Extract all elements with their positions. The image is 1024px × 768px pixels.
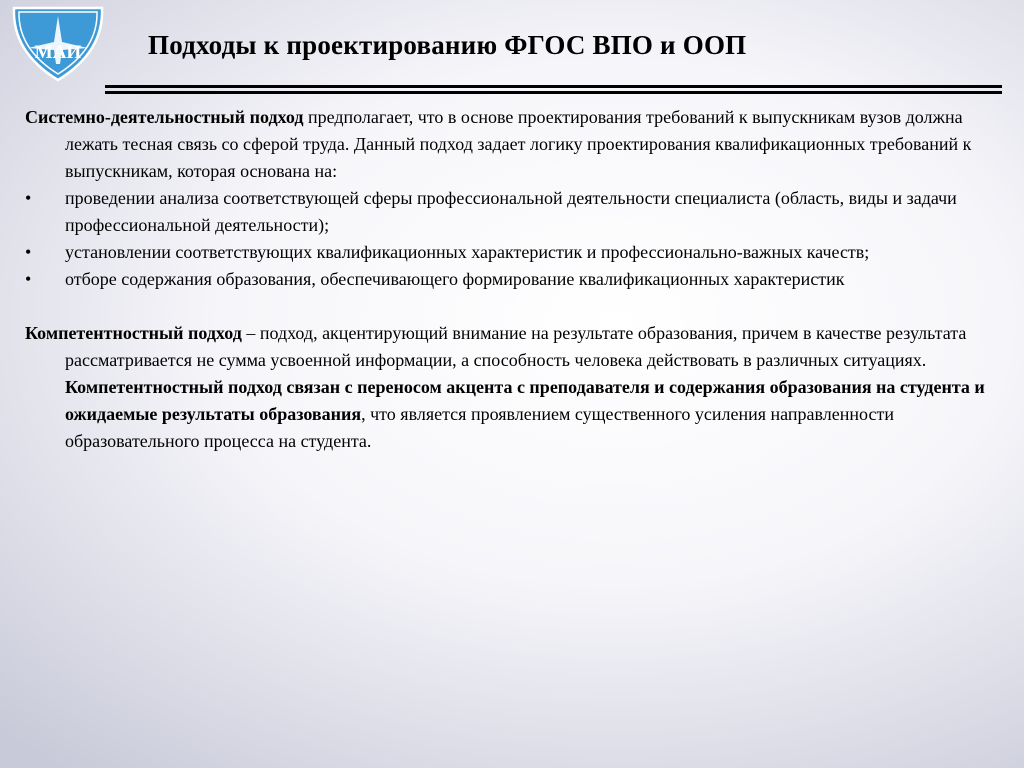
bullet-item <box>25 239 985 266</box>
competence-text-end: , что является проявлением существенного усиления направленности образовательного процесса на студента. <box>65 404 894 451</box>
bullet-item <box>25 185 985 239</box>
bullet-marker: • <box>25 242 32 262</box>
page-title: Подходы к проектированию ФГОС ВПО и ООП <box>148 30 747 60</box>
bullet-marker: • <box>25 269 32 289</box>
competence-emphasis: Компетентностный подход связан с переносом акцента с преподавателя и содержания образования на студента и ожидаемые результаты образования <box>65 377 985 424</box>
system-activity-term: Системно-деятельностный подход <box>25 107 304 127</box>
system-activity-text: предполагает, что в основе проектирования требований к выпускникам вузов должна лежать тесная связь со сферой труда. Данный подход задает логику проектирования квалификационных требований к выпускникам, которая основана на: <box>65 107 972 181</box>
bullet-marker: • <box>25 188 32 208</box>
slide-content <box>25 104 985 455</box>
mai-logo <box>8 4 108 84</box>
bullet-text: отборе содержания образования, обеспечивающего формирование квалификационных характеристик <box>65 269 845 289</box>
competence-paragraph <box>25 320 985 455</box>
bullet-text: установлении соответствующих квалификационных характеристик и профессионально-важных качеств; <box>65 242 870 262</box>
bullet-item <box>25 266 985 293</box>
paragraph-spacer <box>25 293 985 320</box>
competence-term: Компетентностный подход <box>25 323 242 343</box>
title-rule-top <box>105 85 1002 88</box>
bullet-text: проведении анализа соответствующей сферы профессиональной деятельности специалиста (область, виды и задачи профессиональной деятельности); <box>65 188 957 235</box>
system-activity-paragraph <box>25 104 985 185</box>
logo-text: МАИ <box>34 42 82 63</box>
competence-text: – подход, акцентирующий внимание на результате образования, причем в качестве результата рассматривается не сумма усвоенной информации, а способность человека действовать в различных ситуациях. <box>65 323 967 370</box>
title-rule-bottom <box>105 91 1002 94</box>
